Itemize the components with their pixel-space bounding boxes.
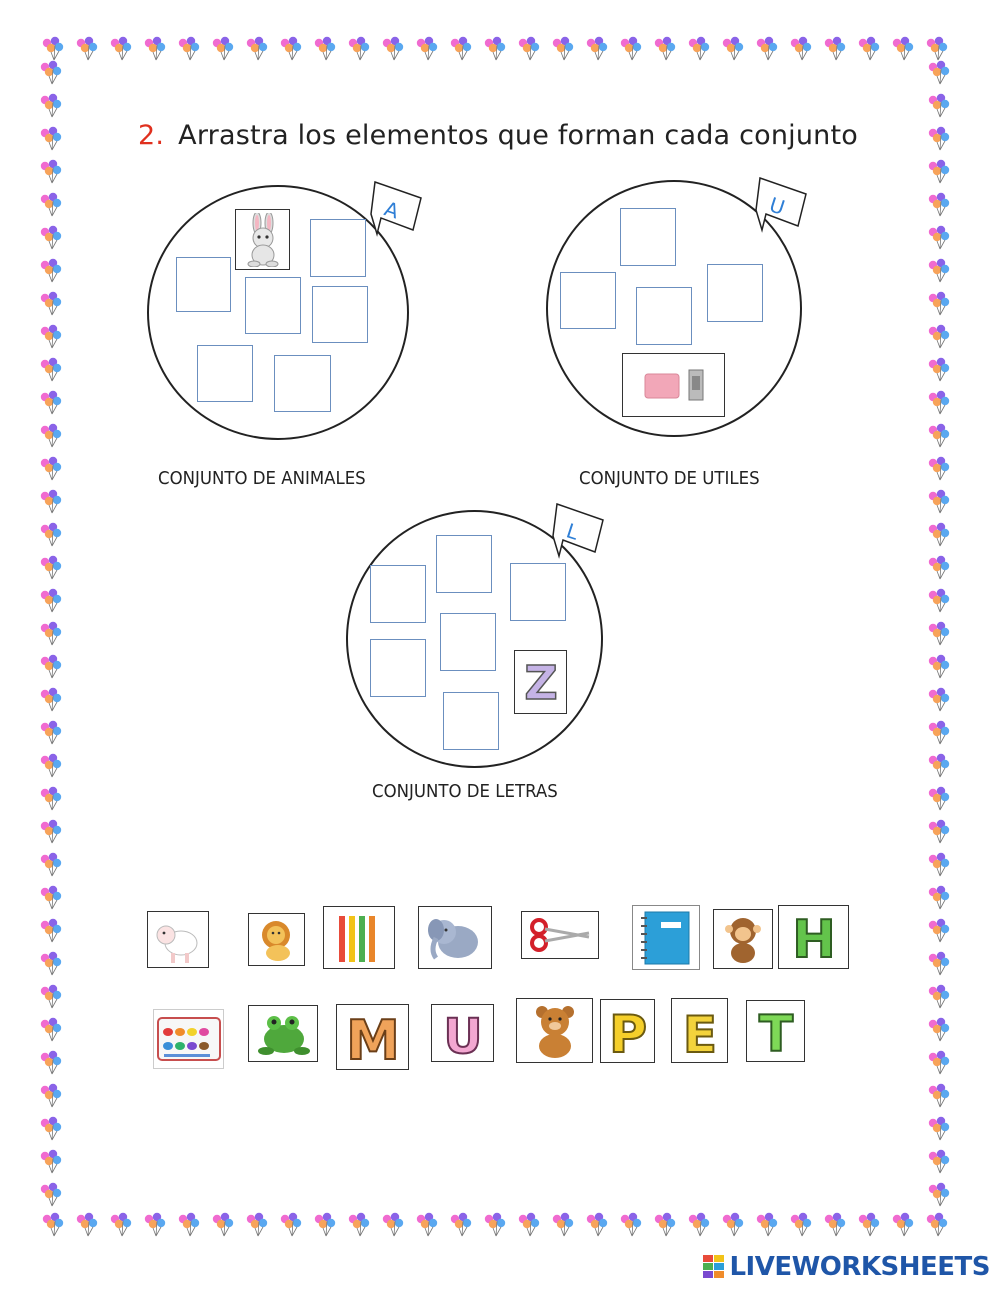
- drop-slot[interactable]: [370, 565, 426, 623]
- balloon-cluster-icon: [38, 753, 64, 779]
- set-letters-flag-letter: L: [563, 518, 582, 545]
- drop-slot[interactable]: [440, 613, 496, 671]
- balloon-cluster-icon: [142, 1212, 168, 1238]
- drag-tile-watercolors[interactable]: [153, 1009, 224, 1069]
- balloon-cluster-icon: [926, 357, 952, 383]
- balloon-border-right: [926, 60, 954, 1215]
- balloon-cluster-icon: [926, 984, 952, 1010]
- balloon-cluster-icon: [38, 687, 64, 713]
- balloon-cluster-icon: [142, 36, 168, 62]
- drop-slot[interactable]: [310, 219, 366, 277]
- drop-slot-filled-letter-z[interactable]: [514, 650, 567, 714]
- drag-tile-notebook[interactable]: [632, 905, 700, 970]
- balloon-cluster-icon: [926, 621, 952, 647]
- drag-tile-letter-u[interactable]: [431, 1004, 494, 1062]
- balloon-cluster-icon: [38, 918, 64, 944]
- balloon-border-left: [38, 60, 66, 1215]
- question-title: [138, 120, 858, 151]
- balloon-cluster-icon: [856, 1212, 882, 1238]
- balloon-cluster-icon: [38, 93, 64, 119]
- balloon-cluster-icon: [210, 1212, 236, 1238]
- balloon-cluster-icon: [38, 225, 64, 251]
- balloon-cluster-icon: [926, 456, 952, 482]
- question-number: 2.: [138, 120, 165, 151]
- balloon-cluster-icon: [244, 36, 270, 62]
- balloon-cluster-icon: [788, 1212, 814, 1238]
- letter-z-icon: [519, 655, 563, 709]
- monkey-icon: [717, 913, 769, 965]
- balloon-border-bottom: [40, 1212, 960, 1238]
- balloon-cluster-icon: [720, 1212, 746, 1238]
- bear-icon: [522, 1002, 588, 1060]
- liveworksheets-wordmark: LIVEWORKSHEETS: [729, 1252, 990, 1282]
- drag-tile-frog[interactable]: [248, 1005, 318, 1062]
- balloon-cluster-icon: [516, 1212, 542, 1238]
- set-animals-caption: CONJUNTO DE ANIMALES: [158, 468, 366, 489]
- letter-m-text: M: [345, 1009, 400, 1067]
- balloon-cluster-icon: [38, 60, 64, 86]
- balloon-cluster-icon: [926, 1050, 952, 1076]
- drag-tile-letter-e[interactable]: [671, 998, 728, 1063]
- elephant-icon: [422, 910, 488, 966]
- balloon-cluster-icon: [926, 225, 952, 251]
- letter-z-text: Z: [523, 656, 558, 709]
- balloon-cluster-icon: [926, 588, 952, 614]
- balloon-cluster-icon: [38, 159, 64, 185]
- balloon-cluster-icon: [926, 1182, 952, 1208]
- balloon-cluster-icon: [448, 36, 474, 62]
- balloon-cluster-icon: [38, 192, 64, 218]
- drop-slot[interactable]: [620, 208, 676, 266]
- drag-tile-lion[interactable]: [248, 913, 305, 966]
- balloon-cluster-icon: [926, 885, 952, 911]
- balloon-cluster-icon: [38, 588, 64, 614]
- balloon-cluster-icon: [176, 1212, 202, 1238]
- drop-slot[interactable]: [436, 535, 492, 593]
- balloon-cluster-icon: [926, 258, 952, 284]
- balloon-cluster-icon: [926, 192, 952, 218]
- letter-m-icon: [340, 1007, 406, 1067]
- balloon-cluster-icon: [926, 555, 952, 581]
- balloon-cluster-icon: [652, 1212, 678, 1238]
- balloon-cluster-icon: [38, 1182, 64, 1208]
- balloon-cluster-icon: [720, 36, 746, 62]
- balloon-cluster-icon: [890, 36, 916, 62]
- frog-icon: [252, 1009, 314, 1059]
- balloon-cluster-icon: [856, 36, 882, 62]
- drop-slot[interactable]: [636, 287, 692, 345]
- balloon-cluster-icon: [822, 36, 848, 62]
- letter-u-icon: [435, 1007, 491, 1059]
- letter-p-icon: [603, 1002, 653, 1060]
- balloon-cluster-icon: [926, 918, 952, 944]
- balloon-cluster-icon: [926, 93, 952, 119]
- balloon-cluster-icon: [926, 786, 952, 812]
- letter-t-text: T: [758, 1005, 793, 1059]
- lamb-icon: [151, 915, 205, 965]
- balloon-cluster-icon: [926, 687, 952, 713]
- drag-tile-letter-p[interactable]: [600, 999, 655, 1063]
- set-animals-flag: [363, 180, 425, 240]
- balloon-cluster-icon: [38, 423, 64, 449]
- letter-h-text: H: [791, 910, 836, 965]
- balloon-cluster-icon: [38, 885, 64, 911]
- balloon-cluster-icon: [38, 522, 64, 548]
- drop-slot-filled-rabbit[interactable]: [235, 209, 290, 270]
- balloon-cluster-icon: [38, 324, 64, 350]
- balloon-cluster-icon: [38, 1149, 64, 1175]
- balloon-cluster-icon: [926, 819, 952, 845]
- balloon-cluster-icon: [754, 1212, 780, 1238]
- set-letters-flag: [545, 502, 607, 562]
- balloon-cluster-icon: [926, 720, 952, 746]
- balloon-cluster-icon: [550, 36, 576, 62]
- balloon-cluster-icon: [926, 1116, 952, 1142]
- drag-tile-elephant[interactable]: [418, 906, 492, 969]
- balloon-cluster-icon: [926, 1149, 952, 1175]
- balloon-cluster-icon: [584, 1212, 610, 1238]
- balloon-cluster-icon: [38, 390, 64, 416]
- balloon-cluster-icon: [210, 36, 236, 62]
- balloon-cluster-icon: [38, 357, 64, 383]
- balloon-cluster-icon: [618, 36, 644, 62]
- balloon-cluster-icon: [108, 36, 134, 62]
- balloon-cluster-icon: [380, 1212, 406, 1238]
- balloon-cluster-icon: [38, 291, 64, 317]
- set-letters-caption: CONJUNTO DE LETRAS: [372, 781, 558, 802]
- drag-tile-bear[interactable]: [516, 998, 593, 1063]
- drag-tile-lamb[interactable]: [147, 911, 209, 968]
- set-animals-flag-letter: A: [381, 196, 402, 224]
- balloon-cluster-icon: [926, 489, 952, 515]
- drop-slot[interactable]: [197, 345, 253, 402]
- balloon-cluster-icon: [38, 852, 64, 878]
- set-supplies-flag-letter: U: [766, 192, 788, 220]
- colored-pencils-icon: [329, 910, 389, 966]
- balloon-cluster-icon: [312, 36, 338, 62]
- balloon-cluster-icon: [38, 786, 64, 812]
- balloon-cluster-icon: [108, 1212, 134, 1238]
- balloon-cluster-icon: [40, 1212, 66, 1238]
- drag-tile-letter-h[interactable]: [778, 905, 849, 969]
- letter-u-text: U: [443, 1009, 482, 1059]
- balloon-cluster-icon: [926, 654, 952, 680]
- letter-h-icon: [784, 909, 844, 965]
- drop-slot[interactable]: [560, 272, 616, 329]
- lion-icon: [252, 917, 302, 963]
- balloon-cluster-icon: [38, 984, 64, 1010]
- watercolor-palette-icon: [156, 1012, 222, 1066]
- balloon-cluster-icon: [448, 1212, 474, 1238]
- drop-slot[interactable]: [443, 692, 499, 750]
- balloon-border-top: [40, 36, 960, 62]
- drag-tile-monkey[interactable]: [713, 909, 773, 969]
- balloon-cluster-icon: [926, 60, 952, 86]
- drop-slot[interactable]: [312, 286, 368, 343]
- balloon-cluster-icon: [926, 126, 952, 152]
- balloon-cluster-icon: [74, 1212, 100, 1238]
- balloon-cluster-icon: [926, 324, 952, 350]
- drag-tile-scissors[interactable]: [521, 911, 599, 959]
- balloon-cluster-icon: [926, 753, 952, 779]
- liveworksheets-logo: [703, 1252, 990, 1282]
- balloon-cluster-icon: [926, 423, 952, 449]
- balloon-cluster-icon: [346, 36, 372, 62]
- balloon-cluster-icon: [788, 36, 814, 62]
- balloon-cluster-icon: [550, 1212, 576, 1238]
- balloon-cluster-icon: [278, 1212, 304, 1238]
- balloon-cluster-icon: [38, 621, 64, 647]
- drag-tile-letter-m[interactable]: [336, 1004, 409, 1070]
- letter-e-text: E: [682, 1005, 717, 1060]
- balloon-cluster-icon: [38, 1017, 64, 1043]
- drop-slot-filled-eraser-sharpener[interactable]: [622, 353, 725, 417]
- balloon-cluster-icon: [278, 36, 304, 62]
- balloon-cluster-icon: [38, 819, 64, 845]
- balloon-cluster-icon: [38, 654, 64, 680]
- drop-slot[interactable]: [510, 563, 566, 621]
- balloon-cluster-icon: [754, 36, 780, 62]
- balloon-cluster-icon: [926, 159, 952, 185]
- balloon-cluster-icon: [924, 1212, 950, 1238]
- liveworksheets-logo-icon: [703, 1255, 725, 1279]
- balloon-cluster-icon: [380, 36, 406, 62]
- balloon-cluster-icon: [652, 36, 678, 62]
- drop-slot[interactable]: [245, 277, 301, 334]
- balloon-cluster-icon: [926, 1083, 952, 1109]
- balloon-cluster-icon: [176, 36, 202, 62]
- balloon-cluster-icon: [40, 36, 66, 62]
- balloon-cluster-icon: [890, 1212, 916, 1238]
- question-text: Arrastra los elementos que forman cada conjunto: [178, 120, 858, 151]
- balloon-cluster-icon: [38, 1050, 64, 1076]
- balloon-cluster-icon: [38, 555, 64, 581]
- balloon-cluster-icon: [926, 522, 952, 548]
- balloon-cluster-icon: [38, 258, 64, 284]
- balloon-cluster-icon: [482, 36, 508, 62]
- set-supplies-caption: CONJUNTO DE UTILES: [579, 468, 760, 489]
- balloon-cluster-icon: [312, 1212, 338, 1238]
- set-supplies-flag: [748, 176, 810, 236]
- balloon-cluster-icon: [924, 36, 950, 62]
- balloon-cluster-icon: [414, 36, 440, 62]
- balloon-cluster-icon: [822, 1212, 848, 1238]
- balloon-cluster-icon: [38, 1083, 64, 1109]
- balloon-cluster-icon: [244, 1212, 270, 1238]
- drop-slot[interactable]: [274, 355, 331, 412]
- letter-p-text: P: [608, 1005, 647, 1060]
- drop-slot[interactable]: [370, 639, 426, 697]
- letter-e-icon: [675, 1002, 725, 1060]
- letter-t-icon: [750, 1003, 802, 1059]
- balloon-cluster-icon: [584, 36, 610, 62]
- balloon-cluster-icon: [618, 1212, 644, 1238]
- drag-tile-colored-pencils[interactable]: [323, 906, 395, 969]
- balloon-cluster-icon: [346, 1212, 372, 1238]
- balloon-cluster-icon: [38, 720, 64, 746]
- scissors-icon: [525, 915, 595, 955]
- drag-tile-letter-t[interactable]: [746, 1000, 805, 1062]
- balloon-cluster-icon: [38, 489, 64, 515]
- balloon-cluster-icon: [38, 126, 64, 152]
- notebook-icon: [637, 908, 695, 968]
- balloon-cluster-icon: [516, 36, 542, 62]
- balloon-cluster-icon: [38, 951, 64, 977]
- balloon-cluster-icon: [74, 36, 100, 62]
- balloon-cluster-icon: [926, 291, 952, 317]
- balloon-cluster-icon: [414, 1212, 440, 1238]
- drop-slot[interactable]: [176, 257, 231, 312]
- balloon-cluster-icon: [482, 1212, 508, 1238]
- balloon-cluster-icon: [926, 951, 952, 977]
- balloon-cluster-icon: [926, 1017, 952, 1043]
- balloon-cluster-icon: [926, 390, 952, 416]
- drop-slot[interactable]: [707, 264, 763, 322]
- balloon-cluster-icon: [38, 1116, 64, 1142]
- balloon-cluster-icon: [686, 36, 712, 62]
- balloon-cluster-icon: [686, 1212, 712, 1238]
- rabbit-icon: [240, 213, 286, 267]
- balloon-cluster-icon: [38, 456, 64, 482]
- balloon-cluster-icon: [926, 852, 952, 878]
- eraser-sharpener-icon: [629, 360, 719, 410]
